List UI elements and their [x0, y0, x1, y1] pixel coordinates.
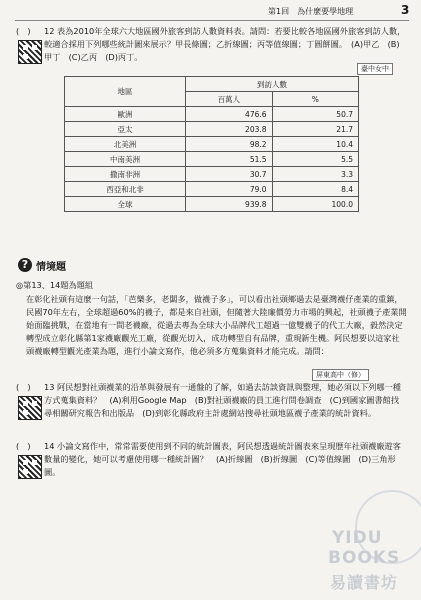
watermark-books: BOOKS — [328, 548, 401, 568]
cell-million: 30.7 — [186, 167, 272, 182]
col-header-million: 百萬人 — [186, 92, 272, 107]
question-mark-icon: ? — [18, 258, 32, 272]
question-14-text: 14 小論文寫作中，常常需要使用到不同的統計圖表，阿民想透過統計圖表來呈現歷年社頭襪廠遊客數量的變化，她可以考慮使用哪一種統計圖？ (A)折線圖 (B)折線圖 (C)等值線圖 (D)三角形圖。 — [44, 441, 401, 477]
qr-code-icon — [18, 396, 42, 420]
table-row — [65, 197, 359, 212]
source-badge: 臺中女中 — [357, 63, 393, 75]
scenario-source-badge: 屏東高中（修） — [312, 369, 369, 381]
page-number: 3 — [401, 3, 410, 17]
cell-million: 98.2 — [186, 137, 272, 152]
watermark-yidu: YIDU — [332, 528, 383, 548]
cell-million: 939.8 — [186, 197, 272, 212]
question-group-label: ◎第13、14題為題組 — [16, 280, 94, 290]
col-header-visitors: 到訪人數 — [186, 77, 359, 92]
table-row — [65, 167, 359, 182]
table-row — [65, 182, 359, 197]
cell-pct: 8.4 — [272, 182, 358, 197]
cell-million: 51.5 — [186, 152, 272, 167]
cell-pct: 100.0 — [272, 197, 358, 212]
cell-pct: 10.4 — [272, 137, 358, 152]
table-row — [65, 107, 359, 122]
col-header-pct: % — [272, 92, 358, 107]
cell-region: 中南美洲 — [65, 152, 186, 167]
question-13-text: 13 阿民想對社頭襪業的沿革與發展有一通盤的了解，如過去訪談資訊與整理，她必須以下列哪一種方式蒐集資料？ (A)利用Google Map (B)對社頭襪廠的員工進行問卷調查 (C)到國家圖書館找尋相關研究報告和出版品 (D)到彰化縣政府主計處網站搜尋社頭地區襪子產業的統計資料。 — [44, 382, 401, 418]
table-row — [65, 122, 359, 137]
question-12-text: 12 表為2010年全球六大地區國外旅客到訪人數資料表。請問：若要比較各地區國外旅客到訪人數，較適合採用下列哪些統計圖來展示？甲長條圖；乙折線圖；丙等值線圖；丁圓餅圖。 (A)甲乙 (B)甲丁 (C)乙丙 (D)丙丁。 — [44, 26, 406, 62]
qr-code-icon — [18, 455, 42, 479]
qr-code-icon — [18, 40, 42, 64]
cell-region: 北美洲 — [65, 137, 186, 152]
chapter-header: 第1回 為什麼要學地理 — [268, 7, 354, 16]
cell-pct: 21.7 — [272, 122, 358, 137]
col-header-region: 地區 — [65, 77, 186, 107]
table-row — [65, 152, 359, 167]
cell-million: 203.8 — [186, 122, 272, 137]
answer-paren: ( ) — [16, 26, 31, 36]
answer-paren: ( ) — [16, 382, 31, 392]
cell-region: 歐洲 — [65, 107, 186, 122]
section-title: 情境題 — [36, 262, 66, 273]
cell-region: 撒南非洲 — [65, 167, 186, 182]
watermark-chinese: 易讀書坊 — [330, 573, 399, 592]
cell-million: 476.6 — [186, 107, 272, 122]
cell-region: 西亞和北非 — [65, 182, 186, 197]
table-row — [65, 137, 359, 152]
cell-pct: 3.3 — [272, 167, 358, 182]
answer-paren: ( ) — [16, 441, 31, 451]
cell-pct: 50.7 — [272, 107, 358, 122]
cell-region: 亞太 — [65, 122, 186, 137]
visitors-table — [64, 76, 359, 212]
header-divider — [15, 20, 409, 21]
scenario-paragraph: 在彰化社頭有這麼一句話，「芭樂多，老闆多，做襪子多」，可以看出社頭鄉過去是臺灣襪仔產業的重鎮，民國70年左右，全球超過60%的襪子，都是來自社頭，但隨著大陸廉價勞力市場的興起，社頭襪子產業開始面臨挑戰，在當地有一間老襪廠，從過去專為全球大小品牌代工超過一億雙襪子的代工大廠，毅然決定轉型成立彰化縣第1家襪廠觀光工廠，從觀光切入，成功轉型自有品牌，重現新生機。阿民想要以這家社頭襪廠轉型觀光產業為題，進行小論文寫作，他必須多方蒐集資料才能完成。請問： — [26, 294, 407, 356]
cell-region: 全球 — [65, 197, 186, 212]
cell-million: 79.0 — [186, 182, 272, 197]
cell-pct: 5.5 — [272, 152, 358, 167]
